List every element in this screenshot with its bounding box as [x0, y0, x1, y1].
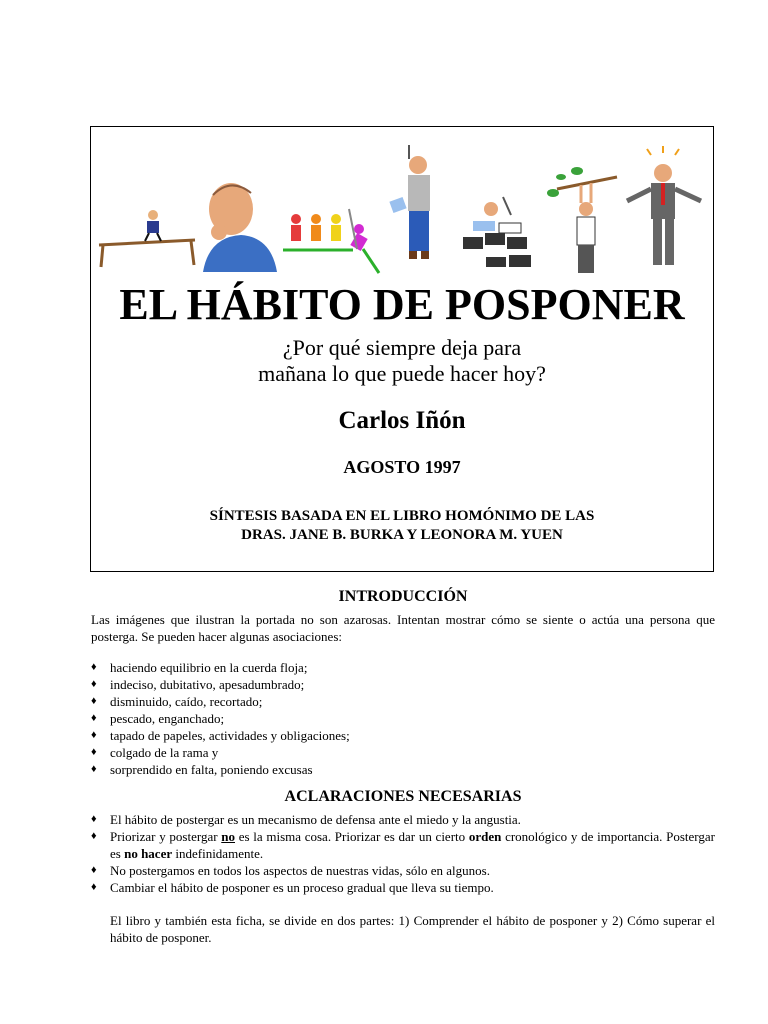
synthesis-line-2: DRAS. JANE B. BURKA Y LEONORA M. YUEN [241, 527, 563, 543]
hanging-branch-icon [547, 167, 617, 273]
diamond-bullet-icon: ♦ [91, 678, 97, 690]
introduction-paragraph: Las imágenes que ilustran la portada no son azarosas. Intentan mostrar cómo se siente o actúa una persona que posterga. Se pueden hacer algunas asociaciones: [91, 612, 715, 644]
emphasis-no-hacer: no hacer [124, 846, 173, 861]
closing-paragraph: El libro y también esta ficha, se divide en dos partes: 1) Comprender el hábito de posponer y 2) Cómo superar el hábito de posponer. [110, 913, 715, 945]
cover-illustrations [91, 137, 713, 277]
list-item: ♦ sorprendido en falta, poniendo excusas [91, 762, 313, 777]
thinking-man-icon [203, 183, 277, 272]
document-body [91, 588, 715, 946]
subtitle-line-1: ¿Por qué siempre deja para [282, 335, 522, 360]
papers-pile-icon [463, 197, 531, 267]
clarifications-list [91, 811, 715, 896]
author-name: Carlos Iñón [338, 407, 466, 434]
excuse-man-icon [627, 146, 701, 265]
list-item: ♦ Cambiar el hábito de posponer es un proceso gradual que lleva su tiempo. [91, 880, 494, 895]
clarifications-heading: ACLARACIONES NECESARIAS [284, 788, 522, 805]
document-title: EL HÁBITO DE POSPONER [119, 280, 685, 329]
list-item: ♦ haciendo equilibrio en la cuerda floja; [91, 660, 308, 675]
diamond-bullet-icon: ♦ [91, 746, 97, 758]
synthesis-line-1: SÍNTESIS BASADA EN EL LIBRO HOMÓNIMO DE LAS [209, 508, 595, 524]
publication-date: AGOSTO 1997 [343, 457, 461, 477]
tightrope-icon [99, 210, 195, 267]
emphasis-no: no [221, 829, 235, 844]
list-item: ♦ pescado, enganchado; [91, 711, 225, 726]
cover-box [90, 126, 714, 572]
diamond-bullet-icon: ♦ [91, 712, 97, 724]
subtitle-line-2: mañana lo que puede hacer hoy? [258, 361, 546, 386]
diamond-bullet-icon: ♦ [91, 695, 97, 707]
diamond-bullet-icon: ♦ [91, 813, 97, 825]
associations-list [91, 659, 715, 778]
diamond-bullet-icon: ♦ [91, 830, 97, 842]
diamond-bullet-icon: ♦ [91, 881, 97, 893]
emphasis-orden: orden [468, 829, 502, 844]
list-item: ♦ tapado de papeles, actividades y obligaciones; [91, 728, 350, 743]
list-item: ♦ No postergamos en todos los aspectos de nuestras vidas, sólo en algunos. [91, 863, 490, 878]
list-item: ♦ indeciso, dubitativo, apesadumbrado; [91, 677, 305, 692]
list-item: ♦ colgado de la rama y [91, 745, 219, 760]
diamond-bullet-icon: ♦ [91, 661, 97, 673]
document-subtitle [91, 335, 713, 387]
list-item: ♦ Priorizar y postergar no es la misma cosa. Priorizar es dar un cierto orden cronológico y de importancia. Postergar es no hacer indefinidamente. [91, 829, 715, 861]
paper-dolls-icon [283, 209, 379, 273]
introduction-heading: INTRODUCCIÓN [338, 588, 468, 605]
list-item: ♦ El hábito de postergar es un mecanismo de defensa ante el miedo y la angustia. [91, 812, 521, 827]
list-item: ♦ disminuido, caído, recortado; [91, 694, 263, 709]
diamond-bullet-icon: ♦ [91, 864, 97, 876]
hooked-man-icon [389, 145, 430, 259]
diamond-bullet-icon: ♦ [91, 729, 97, 741]
synthesis-note [91, 507, 713, 545]
diamond-bullet-icon: ♦ [91, 763, 97, 775]
